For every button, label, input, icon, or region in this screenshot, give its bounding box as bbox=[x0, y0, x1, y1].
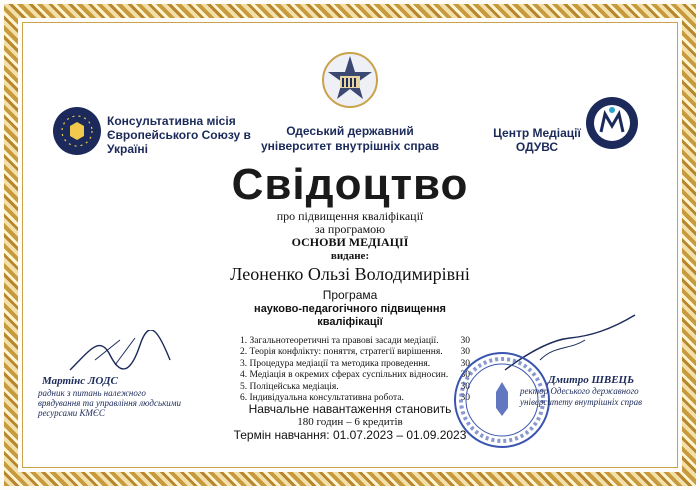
workload-hours: 180 годин – 6 кредитів bbox=[297, 416, 403, 428]
list-item: 5. Поліцейська медіація. 30 bbox=[240, 381, 470, 392]
program-type-label: Програма bbox=[322, 288, 378, 302]
list-item: 1. Загальнотеоретичні та правові засади медіації. 30 bbox=[240, 336, 470, 346]
right-signatory-name: Дмитро ШВЕЦЬ bbox=[548, 374, 635, 386]
list-item: 4. Медіація в окремих сферах суспільних відносин. 30 bbox=[240, 370, 470, 381]
program-type-line-3: кваліфікації bbox=[317, 316, 383, 328]
study-period: Термін навчання: 01.07.2023 – 01.09.2023 bbox=[233, 428, 467, 442]
right-signatory-position: ректор Одеського державного університету внутрішніх справ bbox=[520, 386, 643, 407]
certificate-subtitle: про підвищення кваліфікації bbox=[276, 209, 424, 223]
program-type-line-2: науково-педагогічного підвищення bbox=[254, 303, 446, 315]
list-item: 6. Індивідуальна консультативна робота. 30 bbox=[240, 393, 470, 404]
program-intro: за програмою bbox=[314, 222, 386, 236]
left-signatory-position: радник з питань належного врядування та управління людськими ресурсами КМЄС bbox=[38, 388, 182, 418]
program-name: ОСНОВИ МЕДІАЦІЇ bbox=[291, 235, 409, 249]
mediation-center-name: Центр Медіації ОДУВС bbox=[493, 126, 581, 154]
left-signature-icon bbox=[60, 330, 180, 380]
university-emblem-icon bbox=[322, 52, 378, 108]
eu-mission-name: Консультативна місія Європейського Союзу в Україні bbox=[107, 114, 251, 156]
eu-mission-logo-icon bbox=[52, 106, 102, 156]
issued-to-label: видане: bbox=[330, 250, 370, 262]
course-list bbox=[240, 336, 470, 404]
list-item: 3. Процедура медіації та методика проведення. 30 bbox=[240, 358, 470, 369]
workload-label: Навчальне навантаження становить bbox=[248, 402, 452, 416]
left-signatory-name: Мартінс ЛОДС bbox=[42, 375, 118, 387]
recipient-name: Леоненко Ользі Володимирівні bbox=[230, 264, 470, 284]
certificate-title: Свідоцтво bbox=[231, 160, 469, 209]
university-name: Одеський державний університет внутрішніх справ bbox=[260, 124, 439, 153]
mediation-center-logo-icon bbox=[585, 96, 639, 150]
list-item: 2. Теорія конфлікту: поняття, стратегії вирішення. 30 bbox=[240, 347, 470, 358]
